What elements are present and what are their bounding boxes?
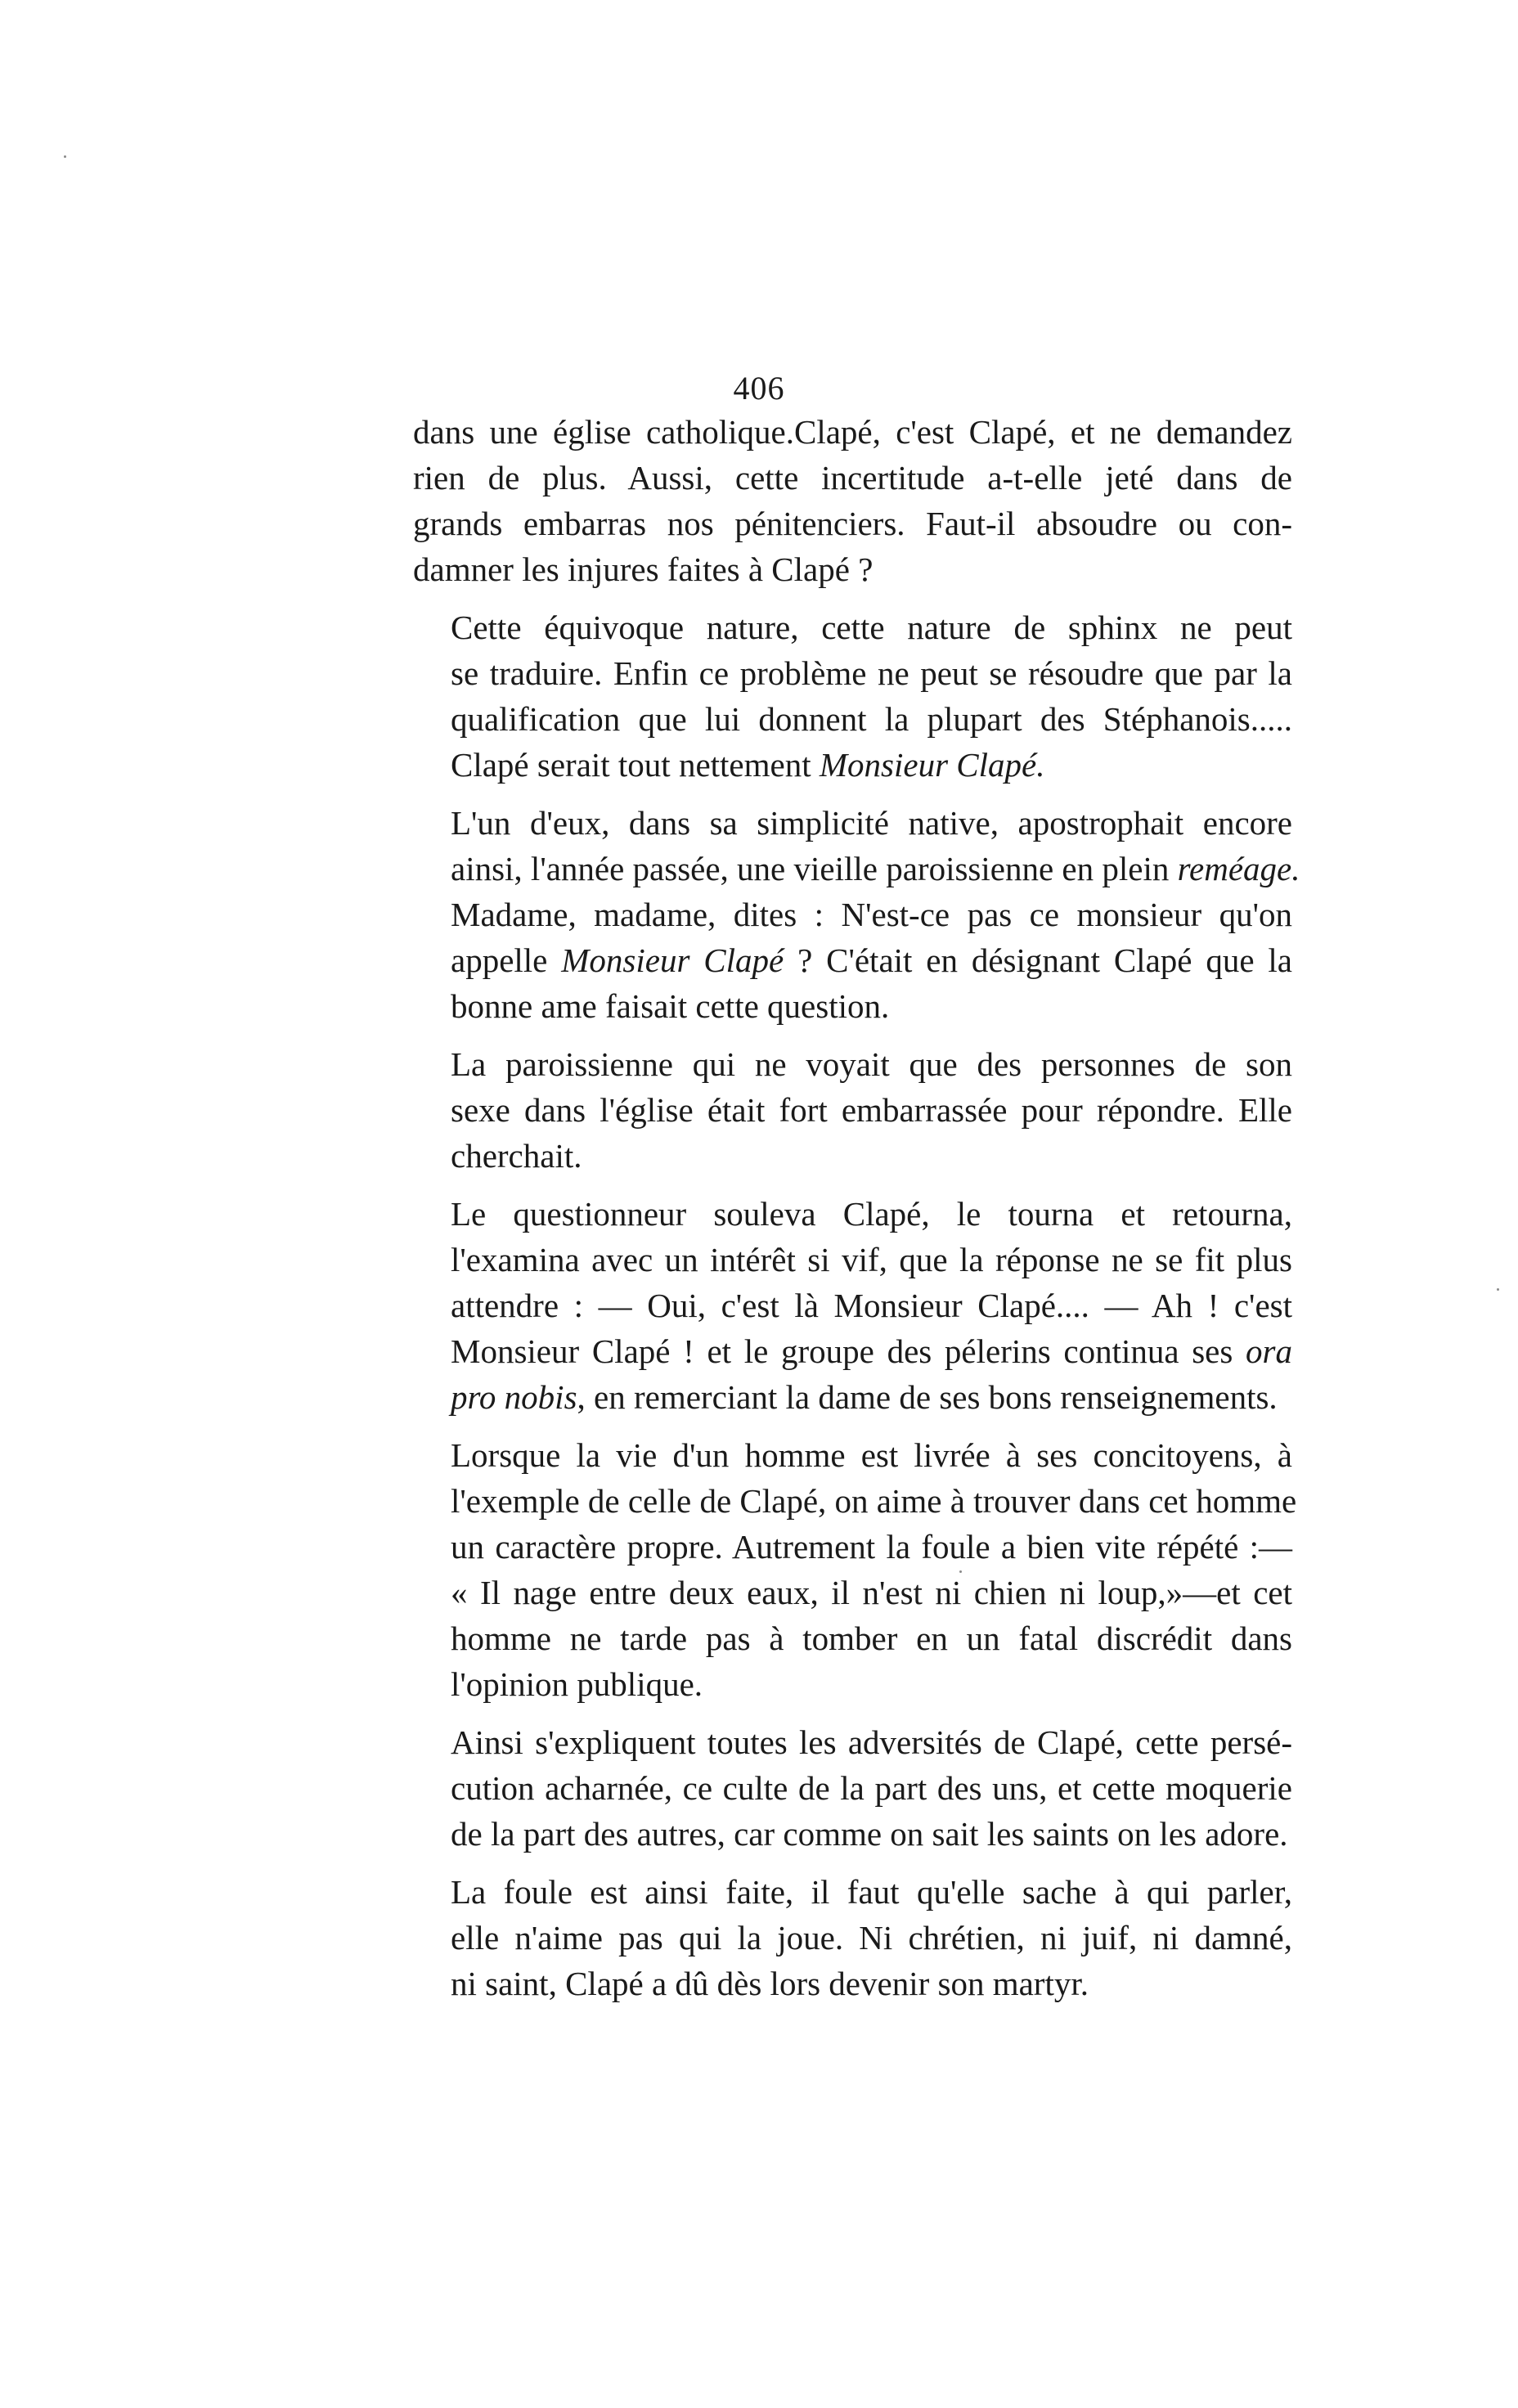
text-segment: La foule est ainsi faite, il faut qu'elle sache à qui parler,: [451, 1873, 1292, 1911]
text-line: [413, 1915, 1292, 1961]
text-line: [413, 1133, 1292, 1179]
text-segment: l'exemple de celle de Clapé, on aime à trouver dans cet homme: [451, 1482, 1297, 1520]
text-line: [413, 1661, 1292, 1707]
body-text: [413, 409, 1300, 2019]
text-line: [413, 1237, 1292, 1283]
text-segment: Le questionneur souleva Clapé, le tourna et retourna,: [451, 1195, 1292, 1233]
text-segment: rien de plus. Aussi, cette incertitude a-t-elle jeté dans de: [413, 459, 1292, 496]
text-line: [413, 937, 1292, 983]
text-segment: se traduire. Enfin ce problème ne peut se résoudre que par la: [451, 654, 1292, 692]
text-line: [413, 846, 1300, 892]
text-segment: dans une église catholique.Clapé, c'est Clapé, et ne demandez: [413, 413, 1292, 451]
text-segment: Ainsi s'expliquent toutes les adversités de Clapé, cette persé-: [451, 1723, 1292, 1761]
text-line: [413, 650, 1292, 696]
text-segment: Madame, madame, dites : N'est-ce pas ce monsieur qu'on: [451, 896, 1292, 933]
text-segment: qualification que lui donnent la plupart des Stéphanois.....: [451, 700, 1292, 738]
text-line: [413, 409, 1292, 455]
text-line: [413, 1615, 1292, 1661]
text-segment: sexe dans l'église était fort embarrassée pour répondre. Elle: [451, 1091, 1292, 1129]
text-line: [413, 696, 1292, 742]
italic-text: pro nobis: [451, 1378, 577, 1416]
page-number: 406: [733, 370, 785, 407]
text-line: [413, 1328, 1292, 1374]
text-segment: l'examina avec un intérêt si vif, que la réponse ne se fit plus: [451, 1241, 1292, 1278]
text-segment: ? C'était en désignant Clapé que la: [784, 941, 1292, 979]
text-line: [413, 546, 1292, 592]
text-line: [413, 1041, 1292, 1087]
text-line: [413, 1374, 1292, 1420]
text-segment: « Il nage entre deux eaux, il n'est ni chien ni loup,»—et cet: [451, 1574, 1292, 1611]
text-line: [413, 892, 1292, 937]
text-line: [413, 1570, 1292, 1615]
text-segment: de la part des autres, car comme on sait les saints on les adore.: [451, 1815, 1288, 1853]
text-segment: bonne ame faisait cette question.: [451, 987, 890, 1025]
text-line: [413, 983, 1292, 1029]
text-segment: appelle: [451, 941, 562, 979]
text-line: [413, 800, 1292, 846]
text-segment: L'un d'eux, dans sa simplicité native, apostrophait encore: [451, 804, 1292, 842]
text-line: [413, 742, 1292, 788]
text-line: [413, 1283, 1292, 1328]
text-segment: homme ne tarde pas à tomber en un fatal discrédit dans: [451, 1620, 1292, 1657]
text-line: [413, 1524, 1292, 1570]
paragraph-p2: [413, 604, 1292, 788]
text-line: [413, 1087, 1292, 1133]
italic-text: ora: [1246, 1332, 1292, 1370]
text-segment: , en remerciant la dame de ses bons renseignements.: [577, 1378, 1278, 1416]
paragraph-p6: [413, 1432, 1297, 1707]
text-line: [413, 1811, 1292, 1857]
text-segment: damner les injures faites à Clapé ?: [413, 550, 874, 588]
text-line: [413, 604, 1292, 650]
text-segment: Cette équivoque nature, cette nature de sphinx ne peut: [451, 609, 1292, 646]
italic-text: Monsieur Clapé.: [819, 746, 1045, 784]
text-segment: ainsi, l'année passée, une vieille paroissienne en plein: [451, 850, 1178, 887]
paragraph-p1: [413, 409, 1292, 592]
italic-text: Monsieur Clapé: [561, 941, 784, 979]
text-segment: La paroissienne qui ne voyait que des personnes de son: [451, 1045, 1292, 1083]
paper-speck: [959, 1570, 962, 1573]
text-segment: Clapé serait tout nettement: [451, 746, 820, 784]
text-line: [413, 1719, 1292, 1765]
text-segment: l'opinion publique.: [451, 1665, 703, 1703]
text-line: [413, 501, 1292, 546]
text-segment: Lorsque la vie d'un homme est livrée à ses concitoyens, à: [451, 1436, 1292, 1474]
text-segment: ni saint, Clapé a dû dès lors devenir son martyr.: [451, 1965, 1089, 2002]
paragraph-p4: [413, 1041, 1292, 1179]
text-segment: Monsieur Clapé ! et le groupe des pélerins continua ses: [451, 1332, 1246, 1370]
text-segment: cution acharnée, ce culte de la part des uns, et cette moquerie: [451, 1769, 1292, 1807]
paragraph-p8: [413, 1869, 1292, 2006]
text-line: [413, 1961, 1292, 2006]
text-line: [413, 455, 1292, 501]
text-segment: cherchait.: [451, 1137, 582, 1175]
paragraph-p7: [413, 1719, 1292, 1857]
text-line: [413, 1191, 1292, 1237]
text-segment: elle n'aime pas qui la joue. Ni chrétien, ni juif, ni damné,: [451, 1919, 1292, 1956]
text-line: [413, 1765, 1292, 1811]
paper-speck: [64, 155, 66, 158]
paper-speck: [1497, 1288, 1499, 1291]
text-line: [413, 1432, 1292, 1478]
text-segment: attendre : — Oui, c'est là Monsieur Clapé.... — Ah ! c'est: [451, 1287, 1292, 1324]
paragraph-p5: [413, 1191, 1292, 1420]
text-segment: un caractère propre. Autrement la foule a bien vite répété :—: [451, 1528, 1292, 1566]
text-line: [413, 1869, 1292, 1915]
text-line: [413, 1478, 1297, 1524]
text-segment: grands embarras nos pénitenciers. Faut-il absoudre ou con-: [413, 505, 1292, 542]
paragraph-p3: [413, 800, 1300, 1029]
italic-text: reméage.: [1177, 850, 1300, 887]
